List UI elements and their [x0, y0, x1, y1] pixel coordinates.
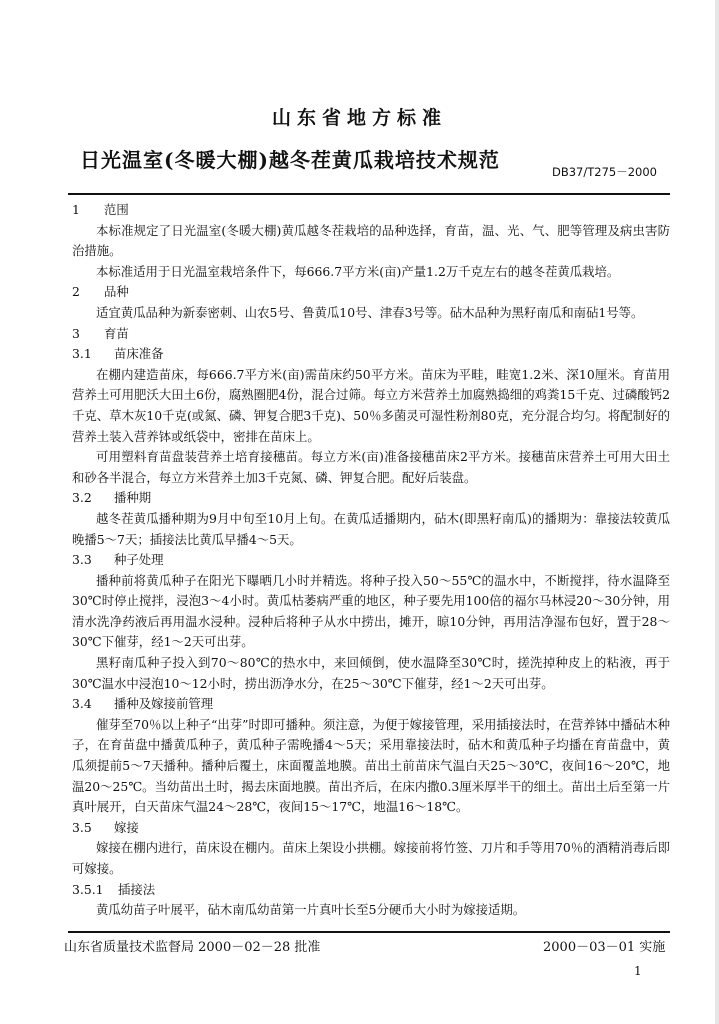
section-number: 3.3 [72, 552, 92, 568]
section-number: 3 [72, 325, 80, 341]
section-number: 3.4 [72, 696, 92, 712]
section-heading [72, 282, 670, 303]
standard-label: 山东省地方标准 [271, 107, 447, 129]
paragraph: 越冬茬黄瓜播种期为9月中旬至10月上旬。在黄瓜适播期内，砧木(即黑籽南瓜)的播期为：靠接法较黄瓜晚播5～7天；插接法比黄瓜早播4～5天。 [72, 510, 670, 547]
section-title: 播种期 [114, 490, 152, 506]
paragraph: 适宜黄瓜品种为新泰密刺、山农5号、鲁黄瓜10号、津春3号等。砧木品种为黑籽南瓜和南砧1号等。 [96, 304, 644, 320]
section-title: 品种 [104, 284, 129, 300]
page-number: 1 [634, 964, 642, 978]
implementation-line: 2000－03－01 实施 [543, 940, 666, 955]
footer-rule [68, 931, 670, 933]
paragraph: 催芽至70％以上种子“出芽”时即可播种。须注意，为便于嫁接管理，采用插接法时，在营养钵中播砧木种子，在育苗盘中播黄瓜种子，黄瓜种子需晚播4～5天；采用靠接法时，砧木和黄瓜种子均播在育苗盘中，黄瓜须提前5～7天播种。播种后覆土，床面覆盖地膜。苗出土前苗床气温白天25～30℃，夜间16～20℃，地温20～25℃。当幼苗出土时，揭去床面地膜。苗出齐后，在床内撒0.3厘米厚半干的细土。苗出土后至第一片真叶展开，白天苗床气温24～28℃，夜间15～17℃，地温16～18℃。 [72, 716, 670, 815]
section-heading [72, 880, 670, 901]
section-number: 1 [72, 202, 80, 217]
header-rule [68, 193, 670, 195]
section-title: 范围 [104, 202, 129, 217]
section-heading [72, 324, 670, 345]
document-title: 日光温室(冬暖大棚)越冬茬黄瓜栽培技术规范 [80, 148, 500, 172]
section-heading [72, 550, 670, 571]
section-title: 苗床准备 [114, 346, 164, 362]
section-title: 插接法 [118, 881, 156, 897]
scan-edge [715, 0, 719, 1024]
paragraph: 嫁接在棚内进行，苗床设在棚内。苗床上架设小拱棚。嫁接前将竹签、刀片和手等用70％的酒精消毒后即可嫁接。 [72, 840, 670, 876]
paragraph: 播种前将黄瓜种子在阳光下曝晒几小时并精选。将种子投入50～55℃的温水中，不断搅拌，待水温降至30℃时停止搅拌，浸泡3～4小时。黄瓜枯萎病严重的地区，种子要先用100倍的福尔马林浸20～30分钟，用清水洗净药液后再用温水浸种。浸种后将种子从水中捞出，摊开，晾10分钟，再用洁净湿布包好，置于28～30℃下催芽，经1～2天可出芽。 [72, 572, 670, 650]
paragraph: 本标准规定了日光温室(冬暖大棚)黄瓜越冬茬栽培的品种选择，育苗，温、光、气、肥等管理及病虫害防治措施。 [72, 222, 670, 259]
section-title: 育苗 [104, 325, 129, 341]
paragraph: 在棚内建造苗床，每666.7平方米(亩)需苗床约50平方米。苗床为平畦，畦宽1.2米、深10厘米。育苗用营养土可用肥沃大田土6份，腐熟圈肥4份，混合过筛。每立方米营养土加腐熟捣细的鸡粪15千克、过磷酸钙2千克、草木灰10千克(或氮、磷、钾复合肥3千克)、50％多菌灵可湿性粉剂80克，充分混合均匀。将配制好的营养土装入营养钵或纸袋中，密排在苗床上。 [72, 366, 670, 444]
section-heading [72, 818, 670, 839]
section-number: 3.5.1 [72, 881, 104, 897]
document-body [72, 200, 670, 921]
section-heading [72, 200, 670, 221]
standard-code: DB37/T275－2000 [552, 165, 657, 179]
paragraph: 黄瓜幼苗子叶展平，砧木南瓜幼苗第一片真叶长至5分硬币大小时为嫁接适期。 [96, 902, 526, 918]
paragraph: 黑籽南瓜种子投入到70～80℃的热水中，来回倾倒，使水温降至30℃时，搓洗掉种皮上的粘液，再于30℃温水中浸泡10～12小时，捞出沥净水分，在25～30℃下催芽，经1～2天可出芽。 [72, 655, 670, 691]
section-number: 2 [72, 284, 80, 300]
section-title: 嫁接 [114, 819, 139, 835]
paragraph: 可用塑料育苗盘装营养土培育接穗苗。每立方米(亩)准备接穗苗床2平方米。接穗苗床营养土可用大田土和砂各半混合，每立方米营养土加3千克氮、磷、钾复合肥。配好后装盘。 [72, 449, 670, 485]
section-heading [72, 344, 670, 365]
section-heading [72, 488, 670, 509]
section-title: 播种及嫁接前管理 [114, 696, 214, 712]
section-number: 3.5 [72, 819, 92, 835]
section-number: 3.1 [72, 346, 92, 362]
section-number: 3.2 [72, 490, 92, 506]
section-heading [72, 694, 670, 715]
paragraph: 本标准适用于日光温室栽培条件下，每666.7平方米(亩)产量1.2万千克左右的越冬茬黄瓜栽培。 [96, 263, 620, 279]
approval-line: 山东省质量技术监督局 2000－02－28 批准 [64, 940, 321, 955]
section-title: 种子处理 [114, 552, 164, 568]
